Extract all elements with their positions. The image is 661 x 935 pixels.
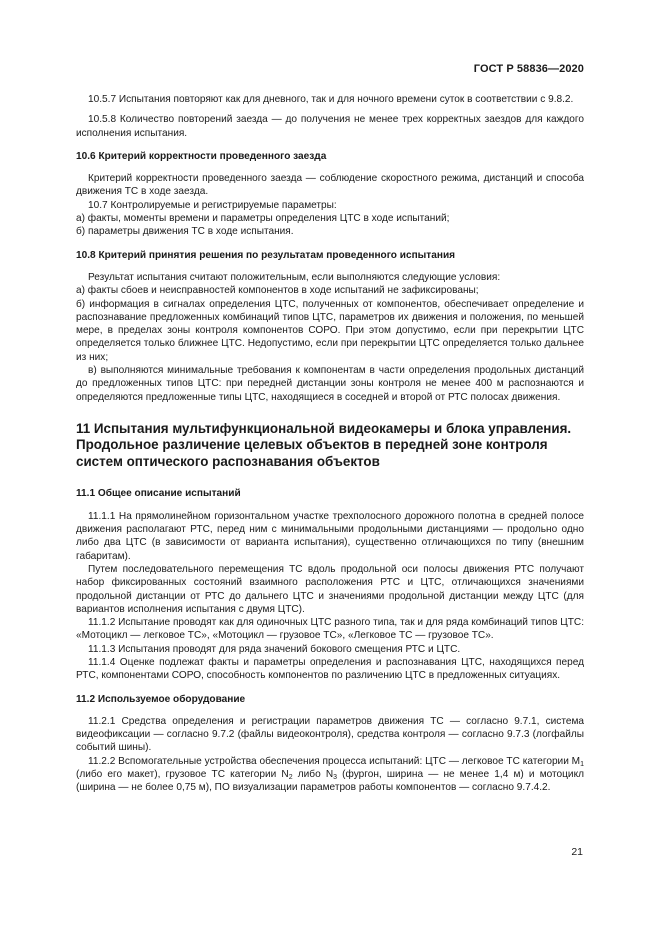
list-item-text: а) факты, моменты времени и параметры определения ЦТС в ходе испытаний; [76, 213, 450, 225]
document-header: ГОСТ Р 58836—2020 [473, 63, 584, 75]
section-title-11: 11 Испытания мультифункциональной видеокамеры и блока управления. Продольное различение целевых объектов в передней зоне контроля систем оптического распознавания объектов [76, 420, 572, 469]
paragraph-text: Путем последовательного перемещения ТС вдоль продольной оси полосы движения РТС получают набор фиксированных состояний взаимного расположения РТС и ЦТС, отличающихся значениями продольной дистанции от РТС до дальнего ЦТС и значениями продольной дистанции между ЦТС (для вариантов исполнения испытания с двумя ЦТС). [76, 563, 584, 615]
subscript: 2 [288, 774, 293, 782]
paragraph-10-5-8 [76, 113, 584, 140]
list-item-10-7-a [76, 212, 584, 225]
list-item-text: б) параметры движения ТС в ходе испытания. [76, 226, 294, 238]
heading-text: 10.6 Критерий корректности проведенного заезда [76, 150, 327, 162]
paragraph-text: 10.7 Контролируемые и регистрируемые параметры: [88, 199, 337, 211]
heading-11-2: 11.2 Используемое оборудование [76, 693, 246, 705]
paragraph-text: 11.1.1 На прямолинейном горизонтальном участке трехполосного дорожного полотна в средней полосе движения располагают РТС, перед ним с минимальными продольными дистанциями — продольно одно либо два ЦТС (в зависимости от варианта испытания), существенно отличающихся по типу (внешним габаритам). [76, 510, 584, 562]
page-content [76, 93, 584, 795]
paragraph-text-part: (либо его макет), грузовое ТС категории N [76, 769, 289, 781]
paragraph-text: Результат испытания считают положительным, если выполняются следующие условия: [88, 271, 501, 283]
paragraph-10-7 [76, 199, 584, 212]
page-number: 21 [571, 846, 583, 858]
list-item-10-8-b [76, 298, 584, 364]
paragraph-text: 10.5.7 Испытания повторяют как для дневного, так и для ночного времени суток в соответствии с 9.8.2. [88, 94, 574, 105]
paragraph-text: 11.1.4 Оценке подлежат факты и параметры определения и распознавания ЦТС, находящихся перед РТС, компонентами СОРО, способность компонентов по различению ЦТС в предложенных ситуациях. [76, 657, 584, 682]
list-item-10-7-b [76, 225, 584, 238]
paragraph-text: Критерий корректности проведенного заезда — соблюдение скоростного режима, дистанций и способа движения ТС в ходе заезда. [76, 173, 584, 198]
list-item-10-8-a [76, 284, 584, 297]
list-item-text: а) факты сбоев и неисправностей компонентов в ходе испытаний не зафиксированы; [76, 285, 479, 297]
paragraph-11-1-1 [76, 510, 584, 563]
list-item-10-8-c [76, 364, 584, 404]
heading-11-1: 11.1 Общее описание испытаний [76, 488, 241, 500]
paragraph-text: 11.1.3 Испытания проводят для ряда значений бокового смещения РТС и ЦТС. [88, 643, 461, 655]
heading-10-6 [76, 150, 584, 163]
paragraph-11-2-1 [76, 715, 584, 755]
paragraph-text-part: (фургон, ширина — не менее 1,4 м) и мотоцикл (ширина — не более 0,75 м), ПО визуализации параметров работы компонентов — согласно 9.7.4.2. [76, 769, 584, 794]
paragraph-10-8-intro [76, 271, 584, 284]
list-item-text: б) информация в сигналах определения ЦТС, полученных от компонентов, обеспечивает определение и распознавание предложенных комбинаций типов ЦТС, параметров их движения и положения, по меньшей мере, в пределах зоны контроля компонентов СОРО. При этом допустимо, если при перекрытии ЦТС определяется только ближнее ЦТС. Недопустимо, если при перекрытии ЦТС определяется только дальнее из них; [76, 298, 584, 363]
paragraph-11-1-2 [76, 616, 584, 643]
paragraph-text: 11.1.2 Испытание проводят как для одиночных ЦТС разного типа, так и для ряда комбинаций типов ЦТС: «Мотоцикл — легковое ТС», «Мотоцикл — грузовое ТС», «Легковое ТС — грузовое ТС». [76, 617, 584, 642]
paragraph-text: 10.5.8 Количество повторений заезда — до получения не менее трех корректных заездов для каждого исполнения испытания. [76, 114, 584, 139]
paragraph-11-1-4 [76, 656, 584, 683]
paragraph-10-5-7 [76, 93, 584, 106]
subscript: 1 [580, 760, 584, 768]
paragraph-11-2-2 [76, 755, 584, 795]
paragraph-text-part: либо N [292, 769, 334, 781]
paragraph-11-1-3 [76, 643, 584, 656]
list-item-text: в) выполняются минимальные требования к компонентам в части определения продольных дистанций до предложенных типов ЦТС: при передней дистанции зоны контроля не менее 400 м распознаются и определяются предложенные типы ЦТС, находящиеся в соседней и второй от РТС полосах движения. [76, 365, 584, 403]
paragraph-text: 11.2.1 Средства определения и регистрации параметров движения ТС — согласно 9.7.1, система видеофиксации — согласно 9.7.2 (файлы видеоконтроля), средства контроля — согласно 9.7.3 (логфайлы событий шины). [76, 715, 584, 754]
paragraph-11-1-1-continued [76, 563, 584, 616]
paragraph-text-part: 11.2.2 Вспомогательные устройства обеспечения процесса испытаний: ЦТС — легковое ТС категории M [88, 755, 581, 767]
subscript: 3 [333, 774, 338, 782]
heading-text: 10.8 Критерий принятия решения по результатам проведенного испытания [76, 249, 456, 261]
paragraph-10-6-criterion [76, 172, 584, 199]
heading-10-8 [76, 249, 584, 262]
